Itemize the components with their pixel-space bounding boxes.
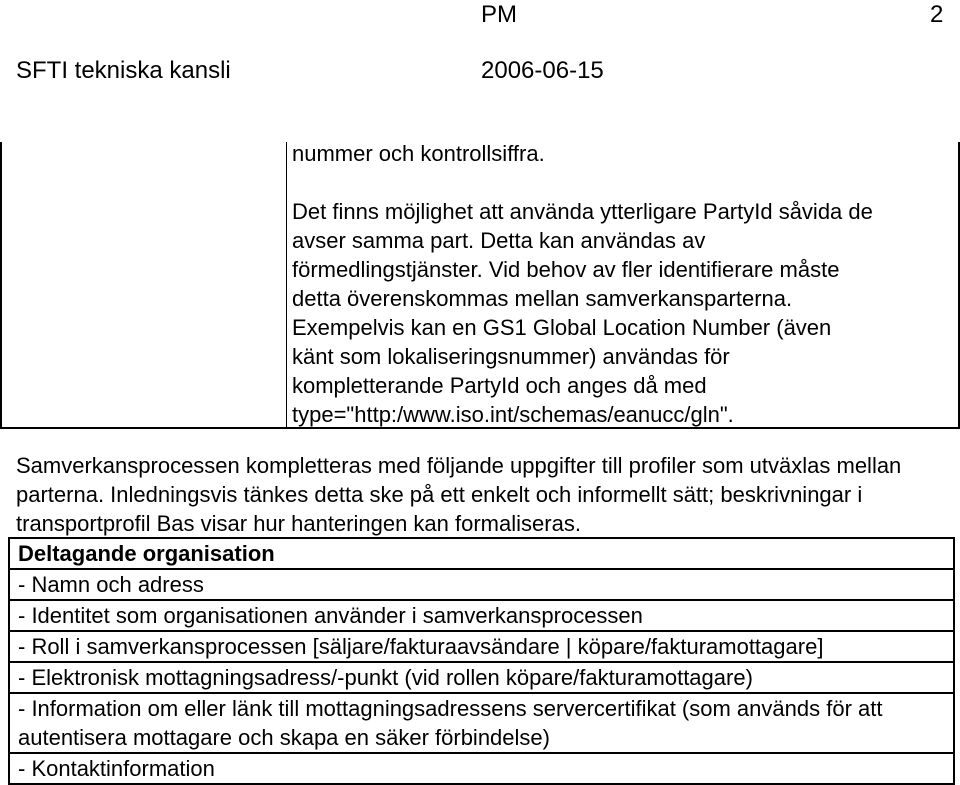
box-line: detta överenskommas mellan samverkansparterna. — [292, 286, 793, 311]
table-cell: - Roll i samverkansprocessen [säljare/fakturaavsändare | köpare/fakturamottagare] — [9, 631, 954, 662]
party-id-description — [292, 139, 952, 429]
page-number: 2 — [930, 1, 944, 28]
table-row — [9, 662, 954, 693]
box-line: förmedlingstjänster. Vid behov av fler identifierare måste — [292, 257, 840, 282]
blank-line — [292, 168, 952, 197]
table-cell: - Elektronisk mottagningsadress/-punkt (vid rollen köpare/fakturamottagare) — [9, 662, 954, 693]
table-cell: - Identitet som organisationen använder i samverkansprocessen — [9, 600, 954, 631]
box-line: kompletterande PartyId och anges då med — [292, 373, 707, 398]
document-code: PM — [481, 1, 517, 28]
table-row — [9, 631, 954, 662]
box-line: Det finns möjlighet att använda ytterligare PartyId såvida de — [292, 199, 873, 224]
box-line: Exempelvis kan en GS1 Global Location Number (även — [292, 315, 832, 340]
table-row — [9, 753, 954, 784]
table-row — [9, 569, 954, 600]
box-line: avser samma part. Detta kan användas av — [292, 228, 706, 253]
box-line: känt som lokaliseringsnummer) användas för — [292, 344, 730, 369]
table-heading: Deltagande organisation — [9, 538, 954, 569]
table-column-divider — [286, 142, 287, 429]
participant-organisation-table — [8, 537, 955, 785]
body-paragraph: Samverkansprocessen kompletteras med följande uppgifter till profiler som utväxlas mellan parterna. Inledningsvis tänkes detta ske på ett enkelt och informellt sätt; beskrivningar i transportprofil Bas visar hur hanteringen kan formaliseras. — [16, 453, 902, 536]
table-cell: - Kontaktinformation — [9, 753, 954, 784]
document-date: 2006-06-15 — [481, 57, 604, 84]
organization-name: SFTI tekniskа kansli — [16, 57, 231, 84]
table-cell: - Information om eller länk till mottagningsadressens servercertifikat (som används för att autentisera mottagare och skapa en säker förbindelse) — [9, 693, 954, 753]
table-cell: - Namn och adress — [9, 569, 954, 600]
table-row — [9, 538, 954, 569]
box-line: nummer och kontrollsiffra. — [292, 141, 545, 166]
table-row — [9, 693, 954, 753]
box-line: type="http:/www.iso.int/schemas/eanucc/gln". — [292, 402, 734, 427]
table-row — [9, 600, 954, 631]
